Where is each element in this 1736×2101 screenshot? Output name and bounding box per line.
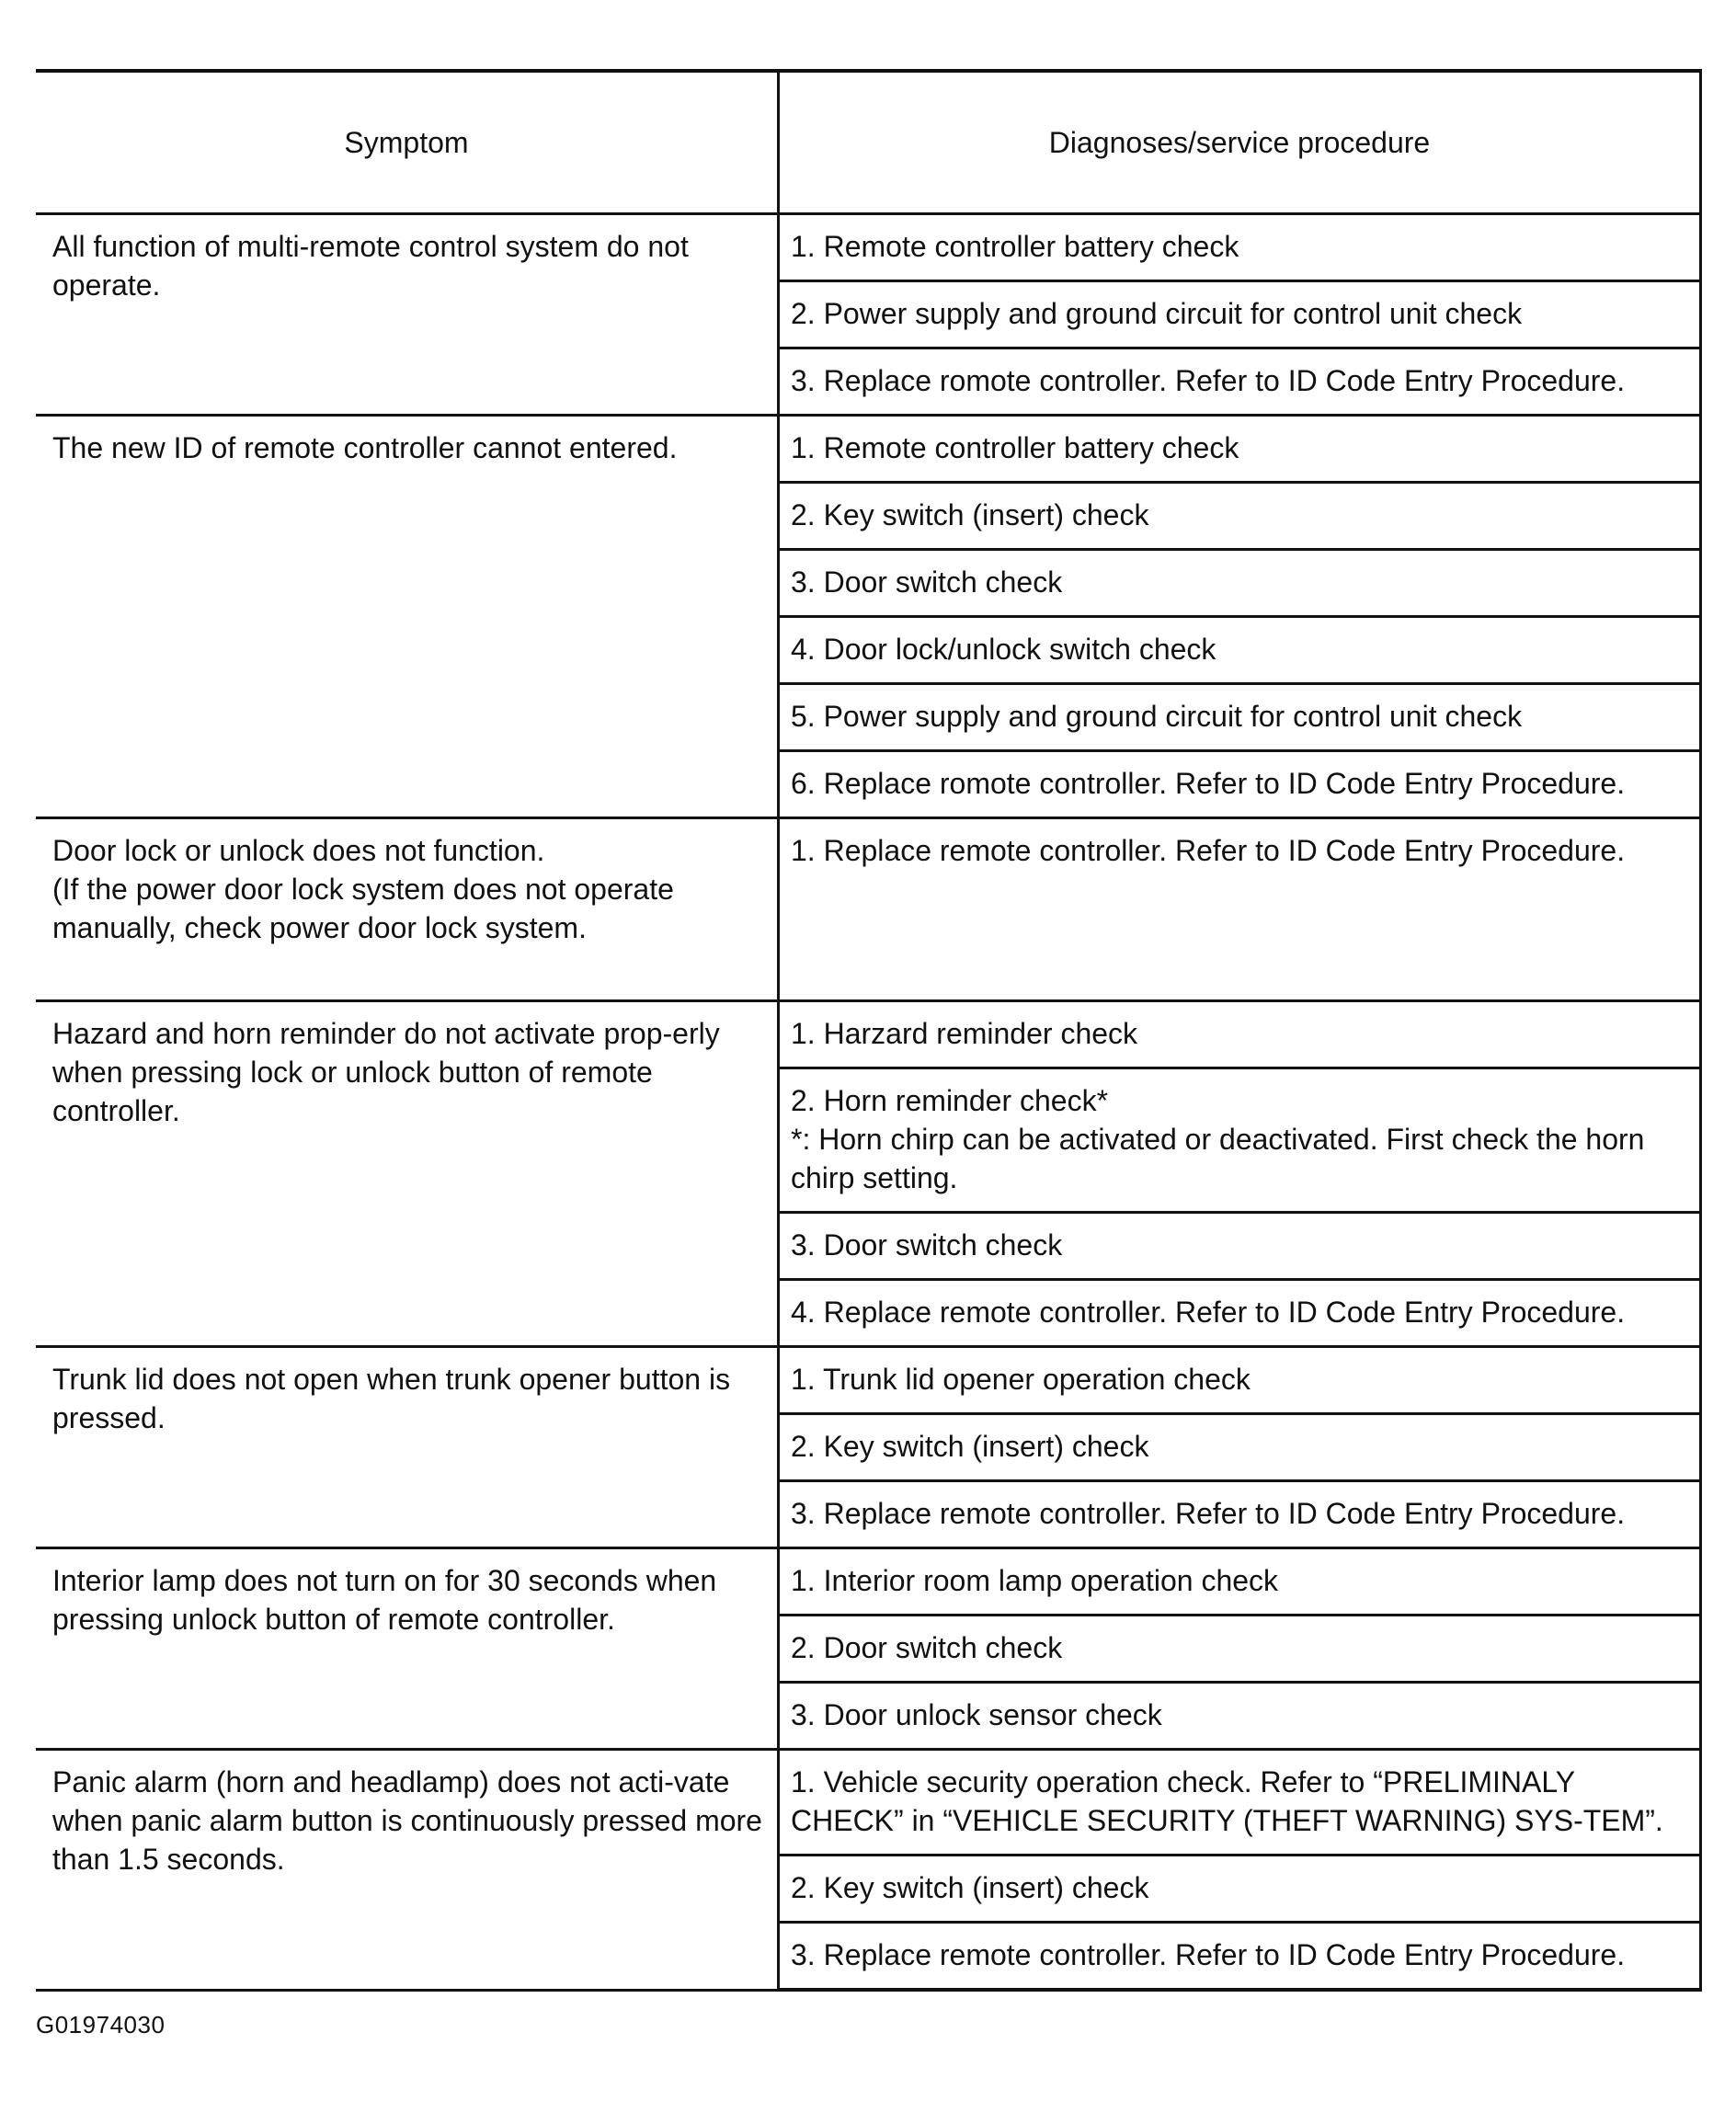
procedure-note: *: Horn chirp can be activated or deactivated. First check the horn chirp setting.	[791, 1123, 1645, 1194]
procedure-step: 4. Replace remote controller. Refer to ID Code Entry Procedure.	[791, 1296, 1626, 1329]
diagnosis-table-container	[36, 69, 1702, 1992]
table-row	[36, 1001, 1701, 1068]
symptom-cell	[36, 214, 779, 416]
table-row	[36, 416, 1701, 483]
procedure-step: 2. Key switch (insert) check	[791, 1871, 1149, 1904]
table-row	[36, 1548, 1701, 1616]
symptom-text: Interior lamp does not turn on for 30 seconds when pressing unlock button of remote controller.	[52, 1564, 717, 1636]
procedure-step: 2. Power supply and ground circuit for control unit check	[791, 297, 1523, 330]
diagnosis-table	[36, 69, 1702, 1992]
figure-code: G01974030	[36, 2011, 166, 2038]
symptom-line: Door lock or unlock does not function.	[52, 834, 545, 867]
procedure-cell	[779, 1068, 1701, 1213]
symptom-text: Trunk lid does not open when trunk opener button is pressed.	[52, 1363, 731, 1434]
procedure-step: 1. Vehicle security operation check. Refer to “PRELIMINALY CHECK” in “VEHICLE SECURITY (THEFT WARNING) SYS-TEM”.	[791, 1765, 1663, 1837]
procedure-cell	[779, 1616, 1701, 1683]
procedure-step: 2. Key switch (insert) check	[791, 498, 1149, 531]
procedure-step: 4. Door lock/unlock switch check	[791, 633, 1216, 666]
procedure-step: 1. Remote controller battery check	[791, 230, 1239, 263]
procedure-cell	[779, 1414, 1701, 1481]
table-header-row	[36, 71, 1701, 214]
symptom-text: The new ID of remote controller cannot entered.	[52, 431, 678, 464]
procedure-cell	[779, 416, 1701, 483]
symptom-column-header: Symptom	[36, 71, 779, 214]
procedure-step: 3. Replace remote controller. Refer to ID Code Entry Procedure.	[791, 1938, 1626, 1971]
procedure-cell	[779, 1001, 1701, 1068]
procedure-cell	[779, 684, 1701, 751]
procedure-step: 5. Power supply and ground circuit for control unit check	[791, 700, 1523, 733]
procedure-cell	[779, 483, 1701, 550]
symptom-cell	[36, 416, 779, 818]
procedure-step: 1. Trunk lid opener operation check	[791, 1363, 1251, 1396]
procedure-cell	[779, 1347, 1701, 1414]
procedure-step: 3. Door switch check	[791, 565, 1063, 599]
procedure-column-header: Diagnoses/service procedure	[779, 71, 1701, 214]
procedure-step: 1. Harzard reminder check	[791, 1017, 1138, 1050]
procedure-step: 3. Door unlock sensor check	[791, 1698, 1162, 1731]
procedure-step: 6. Replace romote controller. Refer to ID Code Entry Procedure.	[791, 767, 1626, 800]
procedure-step: 1. Remote controller battery check	[791, 431, 1239, 464]
table-row	[36, 818, 1701, 1001]
table-row	[36, 1750, 1701, 1856]
symptom-text: Hazard and horn reminder do not activate prop-erly when pressing lock or unlock button of remote controller.	[52, 1017, 720, 1127]
procedure-step: 2. Door switch check	[791, 1631, 1063, 1664]
symptom-text: Panic alarm (horn and headlamp) does not acti-vate when panic alarm button is continuously pressed more than 1.5 seconds.	[52, 1765, 762, 1876]
procedure-cell	[779, 550, 1701, 617]
procedure-cell	[779, 1683, 1701, 1750]
table-row	[36, 1347, 1701, 1414]
procedure-cell	[779, 1856, 1701, 1923]
procedure-cell	[779, 1280, 1701, 1347]
procedure-cell	[779, 281, 1701, 348]
symptom-text: All function of multi-remote control system do not operate.	[52, 230, 689, 302]
procedure-cell	[779, 1548, 1701, 1616]
table-row	[36, 214, 1701, 281]
procedure-step: 1. Replace remote controller. Refer to ID Code Entry Procedure.	[791, 834, 1626, 867]
procedure-cell	[779, 348, 1701, 416]
procedure-step: 1. Interior room lamp operation check	[791, 1564, 1279, 1597]
symptom-cell	[36, 1347, 779, 1548]
symptom-cell	[36, 818, 779, 1001]
procedure-step: 3. Door switch check	[791, 1228, 1063, 1262]
procedure-step: 2. Key switch (insert) check	[791, 1430, 1149, 1463]
symptom-cell	[36, 1750, 779, 1991]
symptom-cell	[36, 1548, 779, 1750]
procedure-cell	[779, 1923, 1701, 1991]
symptom-note: (If the power door lock system does not operate manually, check power door lock system.	[52, 873, 674, 944]
procedure-cell	[779, 818, 1701, 1001]
procedure-step: 3. Replace remote controller. Refer to ID Code Entry Procedure.	[791, 1497, 1626, 1530]
procedure-cell	[779, 1481, 1701, 1548]
procedure-step-with-note	[780, 1069, 1699, 1211]
procedure-step: 3. Replace romote controller. Refer to ID Code Entry Procedure.	[791, 364, 1626, 397]
procedure-cell	[779, 1750, 1701, 1856]
procedure-cell	[779, 1213, 1701, 1280]
symptom-text	[36, 819, 777, 960]
symptom-cell	[36, 1001, 779, 1347]
procedure-cell	[779, 214, 1701, 281]
procedure-step: 2. Horn reminder check*	[791, 1084, 1109, 1117]
procedure-cell	[779, 751, 1701, 818]
procedure-cell	[779, 617, 1701, 684]
